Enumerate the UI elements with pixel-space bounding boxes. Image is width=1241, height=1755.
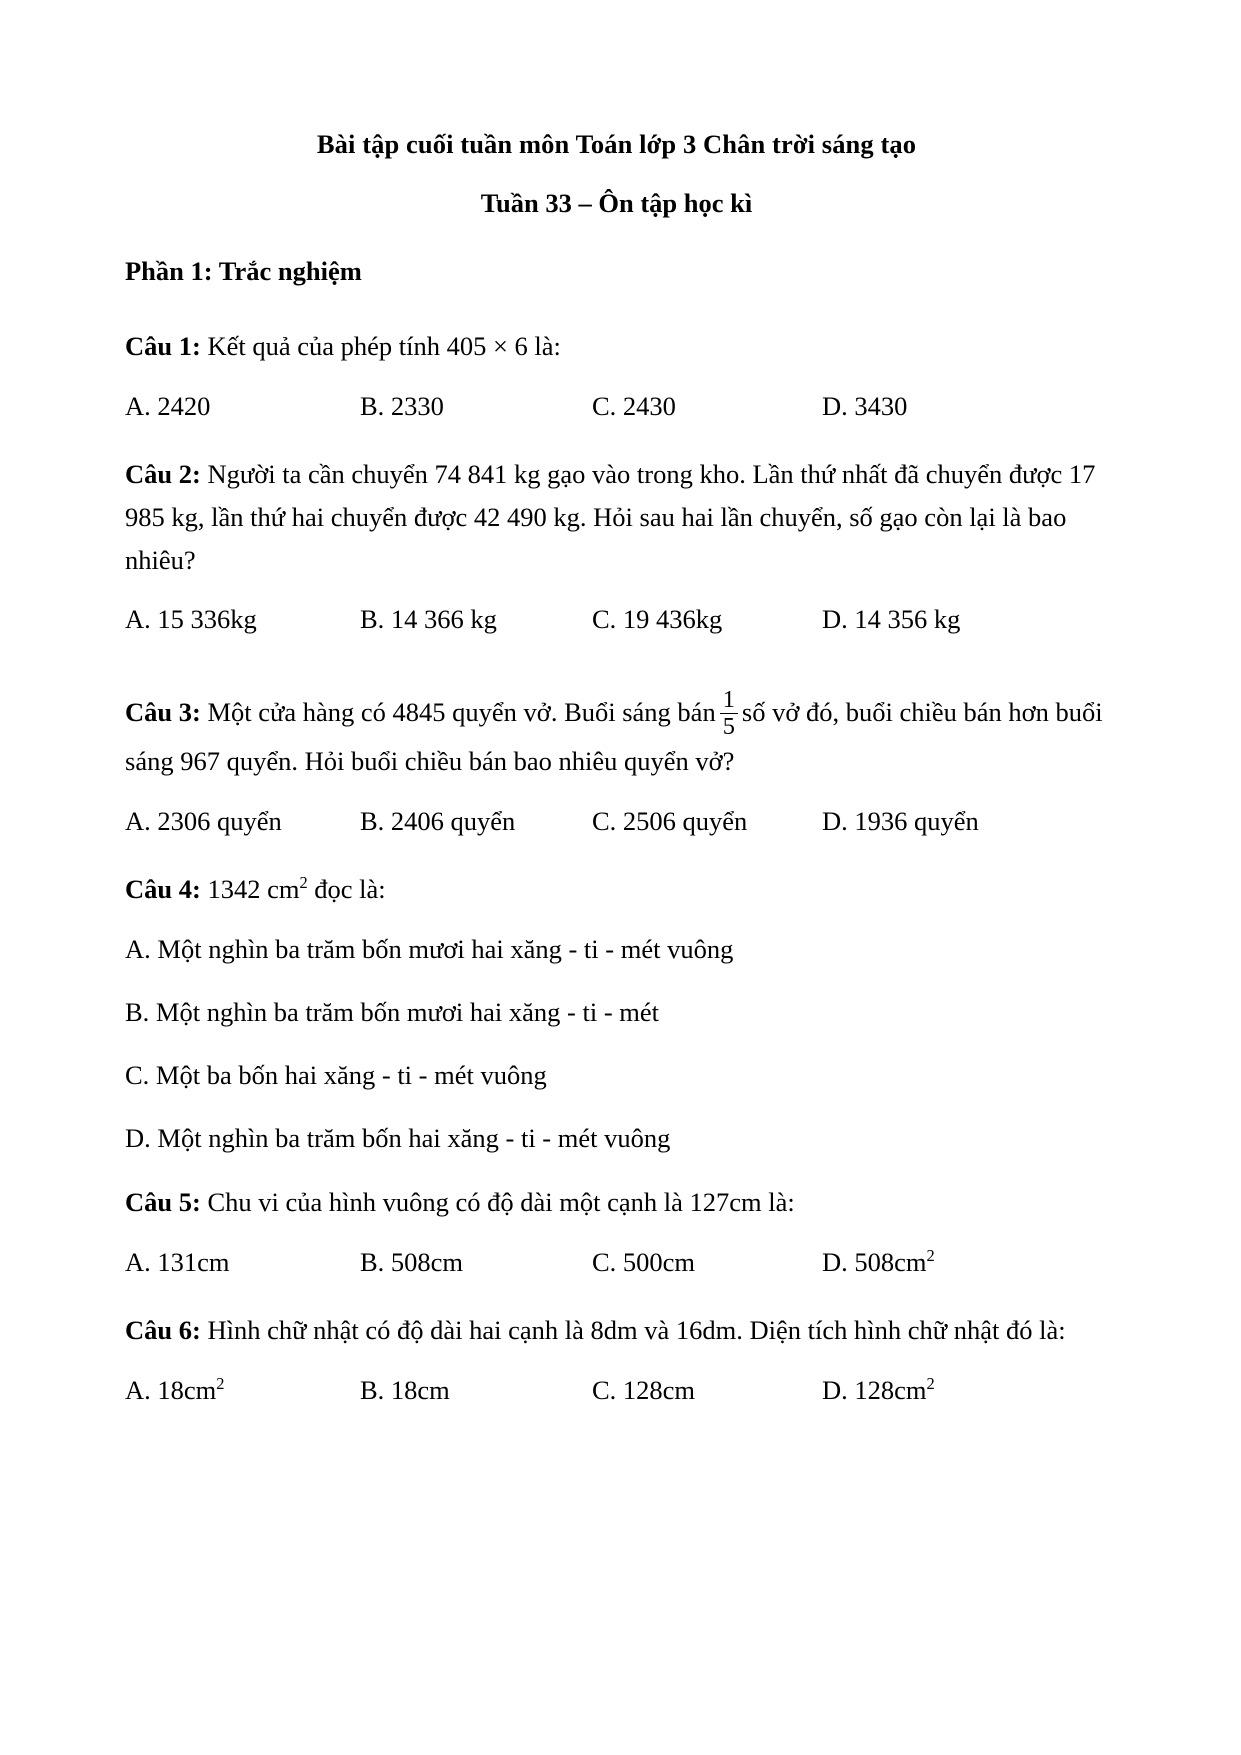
fraction-one-fifth	[720, 685, 738, 740]
question-4-option-a[interactable]: A. Một nghìn ba trăm bốn mươi hai xăng - ti - mét vuông	[125, 934, 734, 965]
question-5-text: Chu vi của hình vuông có độ dài một cạnh là 127cm là:	[207, 1187, 795, 1218]
question-6-text: Hình chữ nhật có độ dài hai cạnh là 8dm và 16dm. Diện tích hình chữ nhật đó là:	[207, 1315, 1066, 1346]
question-5-option-b[interactable]: B. 508cm	[360, 1247, 464, 1278]
question-5-option-d[interactable]	[822, 1242, 935, 1283]
question-6-answers	[125, 1370, 1108, 1411]
question-1-option-b[interactable]: B. 2330	[360, 390, 444, 421]
question-4-text-suffix: đọc là:	[307, 874, 386, 905]
question-5-option-d-superscript: 2	[926, 1246, 935, 1266]
question-3-label: Câu 3:	[125, 696, 201, 727]
question-4	[125, 868, 1108, 911]
question-2-option-a[interactable]: A. 15 336kg	[125, 604, 257, 635]
question-5-option-a[interactable]: A. 131cm	[125, 1247, 230, 1278]
section-heading-part-1: Phần 1: Trắc nghiệm	[125, 256, 362, 287]
question-5-label: Câu 5:	[125, 1187, 201, 1218]
question-1-answers	[125, 386, 1108, 427]
question-3-text-after-fraction: số vở đó, buổi chiều bán hơn buổi sáng 967 quyển. Hỏi buổi chiều bán bao nhiêu quyển vở?	[125, 696, 1103, 777]
question-3-option-c[interactable]: C. 2506 quyển	[592, 806, 748, 837]
question-6-option-b[interactable]: B. 18cm	[360, 1375, 450, 1406]
question-5-answers	[125, 1242, 1108, 1283]
question-3-option-b[interactable]: B. 2406 quyển	[360, 806, 516, 837]
question-4-text-prefix: 1342 cm	[207, 874, 300, 905]
question-1-label: Câu 1:	[125, 330, 201, 361]
question-6-label: Câu 6:	[125, 1315, 201, 1346]
question-6-option-d-superscript: 2	[926, 1374, 935, 1394]
question-5	[125, 1181, 1108, 1224]
question-2-text: Người ta cần chuyển 74 841 kg gạo vào trong kho. Lần thứ nhất đã chuyển được 17 985 kg, lần thứ hai chuyển được 42 490 kg. Hỏi sau hai lần chuyển, số gạo còn lại là bao nhiêu?	[125, 458, 1096, 575]
question-6-option-a-superscript: 2	[216, 1374, 225, 1394]
question-1-option-c[interactable]: C. 2430	[592, 390, 676, 421]
fraction-denominator: 5	[722, 712, 735, 740]
question-4-option-d[interactable]: D. Một nghìn ba trăm bốn hai xăng - ti - mét vuông	[125, 1123, 671, 1154]
question-2-option-d[interactable]: D. 14 356 kg	[822, 604, 961, 635]
question-1	[125, 325, 1108, 368]
spacer	[125, 667, 1108, 689]
question-2	[125, 453, 1108, 582]
question-4-option-b[interactable]: B. Một nghìn ba trăm bốn mươi hai xăng - ti - mét	[125, 997, 660, 1028]
page-title: Bài tập cuối tuần môn Toán lớp 3 Chân trời sáng tạo	[316, 129, 917, 159]
question-6	[125, 1309, 1108, 1352]
question-4-superscript: 2	[299, 873, 308, 893]
question-5-option-d-text: D. 508cm	[822, 1247, 927, 1278]
question-4-option-c[interactable]: C. Một ba bốn hai xăng - ti - mét vuông	[125, 1060, 547, 1091]
question-2-answers	[125, 599, 1108, 640]
question-2-option-c[interactable]: C. 19 436kg	[592, 604, 723, 635]
question-3-option-d[interactable]: D. 1936 quyển	[822, 806, 979, 837]
question-6-option-d[interactable]	[822, 1370, 935, 1411]
question-6-option-a[interactable]	[125, 1370, 360, 1411]
question-1-option-d[interactable]: D. 3430	[822, 390, 908, 421]
question-6-option-d-text: D. 128cm	[822, 1375, 927, 1406]
question-6-option-c[interactable]: C. 128cm	[592, 1375, 696, 1406]
question-5-option-c[interactable]: C. 500cm	[592, 1247, 696, 1278]
question-3-text-before-fraction: Một cửa hàng có 4845 quyển vở. Buổi sáng bán	[207, 696, 716, 727]
page-subtitle: Tuần 33 – Ôn tập học kì	[480, 188, 753, 219]
question-1-text: Kết quả của phép tính 405 × 6 là:	[207, 330, 561, 361]
question-2-label: Câu 2:	[125, 458, 201, 489]
question-3-option-a[interactable]: A. 2306 quyển	[125, 806, 282, 837]
question-1-option-a[interactable]: A. 2420	[125, 390, 211, 421]
question-4-label: Câu 4:	[125, 874, 201, 905]
question-2-option-b[interactable]: B. 14 366 kg	[360, 604, 497, 635]
question-3-answers	[125, 801, 1108, 842]
fraction-numerator: 1	[720, 688, 738, 714]
question-6-option-a-text: A. 18cm	[125, 1375, 217, 1406]
question-3	[125, 685, 1108, 784]
